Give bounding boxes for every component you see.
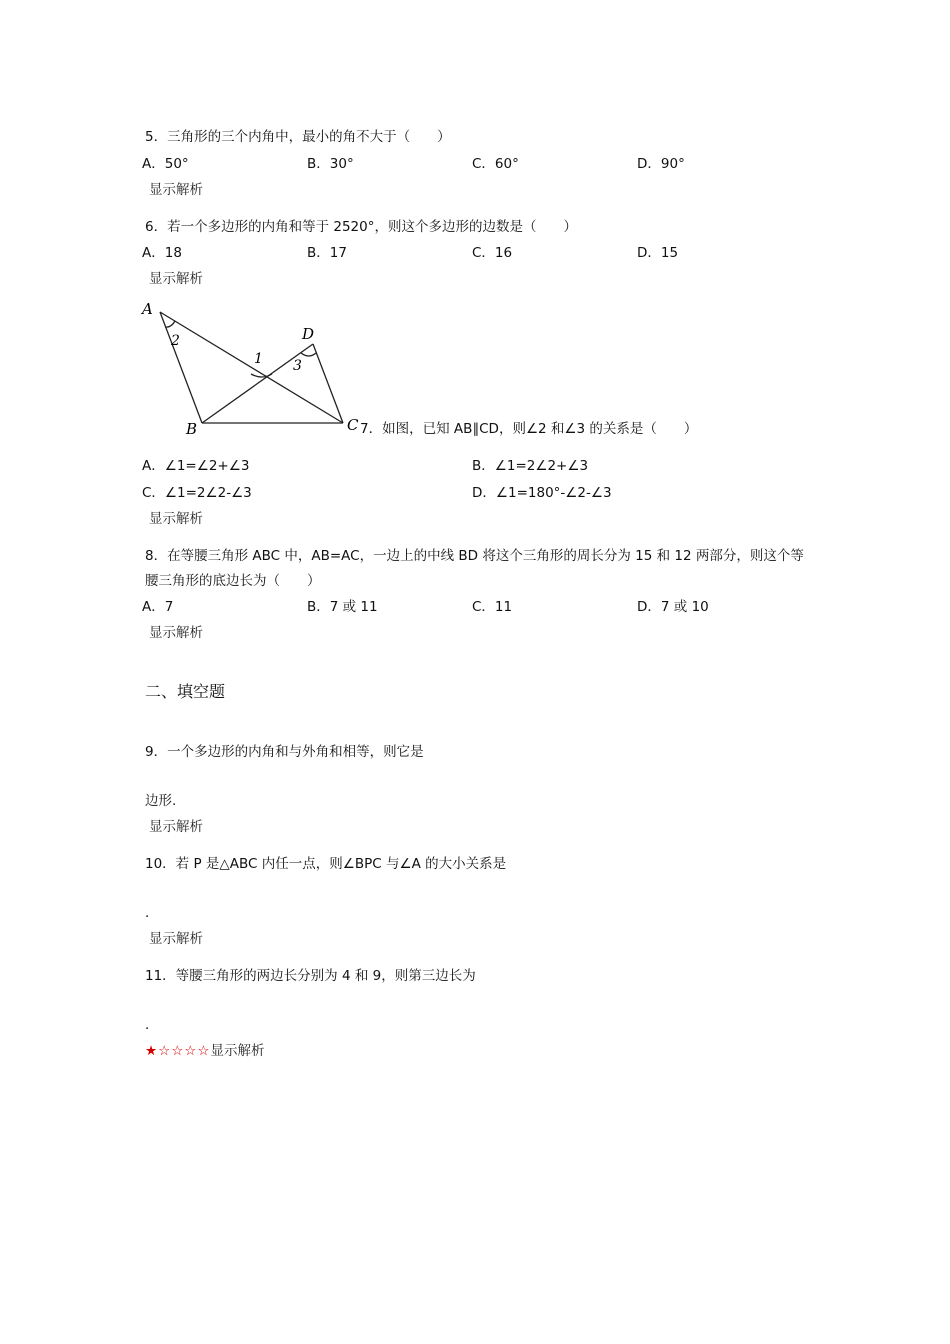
- q11-stem: 11．等腰三角形的两边长分别为 4 和 9，则第三边长为: [145, 968, 476, 984]
- label-angle-3: 3: [293, 358, 302, 374]
- q11-rating-and-analysis: [145, 1042, 265, 1060]
- q9-tail: 边形.: [145, 793, 177, 809]
- q6-option-a[interactable]: A．18: [142, 245, 182, 261]
- q7-option-b[interactable]: B．∠1=2∠2+∠3: [472, 458, 589, 474]
- q9-stem: 9．一个多边形的内角和与外角和相等，则它是: [145, 744, 424, 760]
- label-a: A: [142, 300, 153, 318]
- q8-option-c[interactable]: C．11: [472, 599, 513, 615]
- q6-option-b[interactable]: B．17: [307, 245, 347, 261]
- angle-2-arc: [165, 321, 175, 327]
- q10-stem: 10．若 P 是△ABC 内任一点，则∠BPC 与∠A 的大小关系是: [145, 856, 507, 872]
- q7-stem: 7．如图，已知 AB∥CD，则∠2 和∠3 的关系是（ ）: [360, 421, 698, 437]
- q7-option-a[interactable]: A．∠1=∠2+∠3: [142, 458, 250, 474]
- q5-option-d[interactable]: D．90°: [637, 156, 685, 172]
- angle-3-arc: [301, 353, 316, 356]
- q8-stem-line2: 腰三角形的底边长为（ ）: [145, 573, 321, 589]
- q6-stem: 6．若一个多边形的内角和等于 2520°，则这个多边形的边数是（ ）: [145, 219, 577, 235]
- q6-option-c[interactable]: C．16: [472, 245, 513, 261]
- difficulty-star-rating: ★☆☆☆☆: [145, 1043, 211, 1059]
- q5-option-b[interactable]: B．30°: [307, 156, 354, 172]
- q7-option-d[interactable]: D．∠1=180°-∠2-∠3: [472, 485, 612, 501]
- segment-ab: [160, 312, 202, 423]
- label-b: B: [186, 420, 198, 438]
- label-d: D: [302, 325, 315, 343]
- label-angle-2: 2: [171, 333, 180, 349]
- q5-stem: 5．三角形的三个内角中，最小的角不大于（ ）: [145, 129, 451, 145]
- q8-show-analysis-link[interactable]: 显示解析: [149, 625, 203, 641]
- q7-show-analysis-link[interactable]: 显示解析: [149, 511, 203, 527]
- q10-show-analysis-link[interactable]: 显示解析: [149, 931, 203, 947]
- q9-show-analysis-link[interactable]: 显示解析: [149, 819, 203, 835]
- q8-stem-line1: 8．在等腰三角形 ABC 中，AB=AC，一边上的中线 BD 将这个三角形的周长分为 15 和 12 两部分，则这个等: [145, 548, 804, 564]
- section-fill-in-title: 二、填空题: [145, 682, 226, 701]
- label-c: C: [347, 416, 359, 434]
- angle-1-arc: [251, 374, 272, 377]
- segment-ac: [160, 312, 343, 423]
- q5-option-a[interactable]: A．50°: [142, 156, 189, 172]
- q5-show-analysis-link[interactable]: 显示解析: [149, 182, 203, 198]
- q6-option-d[interactable]: D．15: [637, 245, 679, 261]
- q7-option-c[interactable]: C．∠1=2∠2-∠3: [142, 485, 252, 501]
- q8-option-b[interactable]: B．7 或 11: [307, 599, 378, 615]
- q8-option-d[interactable]: D．7 或 10: [637, 599, 709, 615]
- q6-show-analysis-link[interactable]: 显示解析: [149, 271, 203, 287]
- label-angle-1: 1: [254, 351, 263, 367]
- q7-geometry-figure: [138, 296, 368, 438]
- q8-option-a[interactable]: A．7: [142, 599, 174, 615]
- q11-tail: .: [145, 1017, 150, 1033]
- q10-tail: .: [145, 905, 150, 921]
- q11-show-analysis-link[interactable]: 显示解析: [210, 1043, 265, 1059]
- q5-option-c[interactable]: C．60°: [472, 156, 519, 172]
- segment-dc: [313, 344, 343, 423]
